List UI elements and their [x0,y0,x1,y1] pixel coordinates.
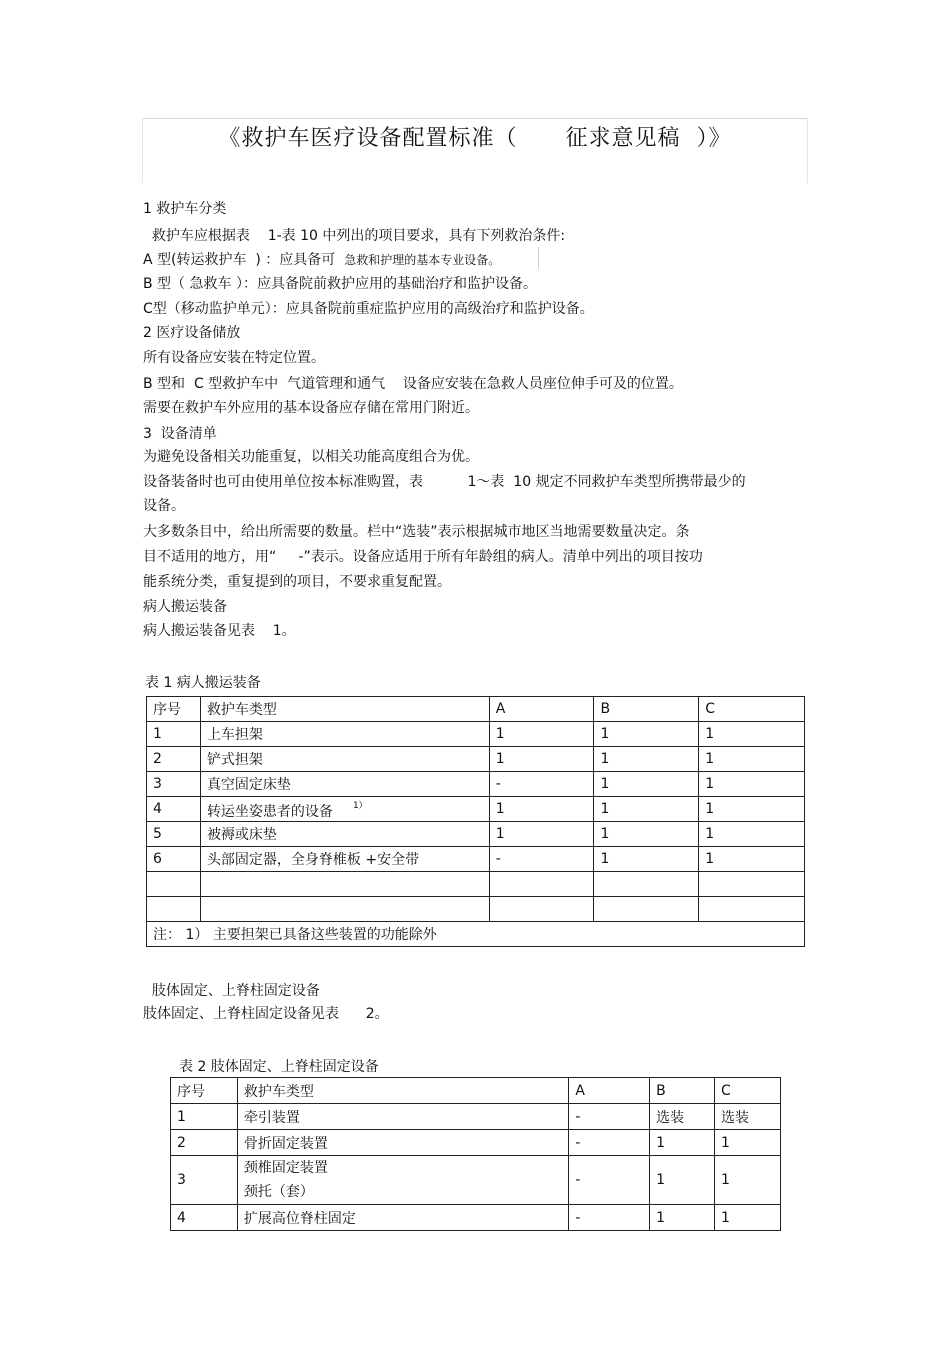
section-2-heading: 2 医疗设备储放 [143,325,241,341]
table-1-header-row [147,697,805,722]
table-cell: 铲式担架 [200,747,489,772]
table-cell: 1 [489,747,594,772]
table-cell: 1 [147,722,201,747]
title-box [142,118,808,183]
table-row [147,772,805,797]
table-cell: 2 [147,747,201,772]
table-1-note: 注： 1） 主要担架已具备这些装置的功能除外 [147,922,805,947]
table-cell: 1 [650,1205,715,1231]
table-1-note-row [147,922,805,947]
table-row [171,1104,781,1130]
table-1-caption: 表 1 病人搬运装备 [145,675,261,691]
table-cell: 1 [650,1156,715,1205]
table-cell: 1 [594,847,699,872]
table-cell: 3 [171,1156,238,1205]
empty-row [147,872,805,897]
section-4-heading: 病人搬运装备 [143,599,227,615]
section-3-heading: 3 设备清单 [143,426,217,442]
table-cell: 4 [171,1205,238,1231]
table-row [147,797,805,822]
section-3-p1: 为避免设备相关功能重复，以相关功能高度组合为优。 [143,449,479,465]
table-cell: 1 [699,847,805,872]
table-cell: 上车担架 [200,722,489,747]
table-cell: 4 [147,797,201,822]
table-cell-with-note [200,797,489,822]
header-cell: B [650,1078,715,1104]
section-5-heading: 肢体固定、上脊柱固定设备 [143,983,320,999]
type-a-line [143,251,500,269]
header-cell: 序号 [147,697,201,722]
table-cell: - [569,1104,650,1130]
table-cell: 1 [699,797,805,822]
section-5-p1: 肢体固定、上脊柱固定设备见表 2。 [143,1006,389,1022]
table-cell: 1 [715,1130,781,1156]
table-row [147,747,805,772]
table-cell: 真空固定床垫 [200,772,489,797]
table-cell: 6 [147,847,201,872]
table-cell: 1 [594,772,699,797]
table-cell-two-line [237,1156,568,1205]
section-1-heading: 1 救护车分类 [143,201,227,217]
table-cell: 1 [594,822,699,847]
header-cell: C [699,697,805,722]
table-cell: 1 [489,722,594,747]
table-row [171,1156,781,1205]
table-cell: - [569,1205,650,1231]
header-cell: A [569,1078,650,1104]
type-c-line: C型（移动监护单元）：应具备院前重症监护应用的高级治疗和监护设备。 [143,301,594,317]
type-a-small: 急救和护理的基本专业设备。 [344,253,501,267]
header-cell: C [715,1078,781,1104]
table-row [147,847,805,872]
table-cell: 1 [489,822,594,847]
table-cell: - [489,847,594,872]
section-4-p1: 病人搬运装备见表 1。 [143,623,296,639]
header-cell: 序号 [171,1078,238,1104]
section-3-p3c: 能系统分类，重复提到的项目，不要求重复配置。 [143,574,451,590]
table-cell: 1 [699,772,805,797]
type-b-line: B 型（ 急救车 ）：应具备院前救护应用的基础治疗和监护设备。 [143,276,537,292]
table-row [147,722,805,747]
table-cell: - [569,1156,650,1205]
table-cell: 1 [715,1205,781,1231]
section-3-p3b: 目不适用的地方，用“ -”表示。设备应适用于所有年龄组的病人。清单中列出的项目按功 [143,549,703,565]
header-cell: 救护车类型 [200,697,489,722]
section-2-p1: 所有设备应安装在特定位置。 [143,350,325,366]
table-cell: - [569,1130,650,1156]
table-cell: 1 [594,797,699,822]
section-3-p2a: 设备装备时也可由使用单位按本标准购置，表 1～表 10 规定不同救护车类型所携带最少的 [143,474,746,490]
table-row [147,822,805,847]
table-2-caption: 表 2 肢体固定、上脊柱固定设备 [179,1059,379,1075]
table-cell: 牵引装置 [237,1104,568,1130]
table-cell: 1 [594,747,699,772]
table-cell: 2 [171,1130,238,1156]
table-cell: 扩展高位脊柱固定 [237,1205,568,1231]
section-2-p2: B 型和 C 型救护车中 气道管理和通气 设备应安装在急救人员座位伸手可及的位置。 [143,376,683,392]
table-2-header-row [171,1078,781,1104]
table-cell: 1 [489,797,594,822]
table-cell: 1 [650,1130,715,1156]
table-row [171,1130,781,1156]
type-a-main: A 型(转运救护车 ) ：应具备可 [143,252,345,268]
table-cell: 1 [699,747,805,772]
table-1 [146,696,805,947]
header-cell: A [489,697,594,722]
footnote-marker: 1） [352,800,368,811]
table-cell: 被褥或床垫 [200,822,489,847]
table-cell: 5 [147,822,201,847]
section-1-intro: 救护车应根据表 1-表 10 中列出的项目要求，具有下列救治条件: [143,228,566,244]
table-cell: 头部固定器，全身脊椎板 +安全带 [200,847,489,872]
table-cell: 1 [594,722,699,747]
table-cell: 1 [699,722,805,747]
table-cell: - [489,772,594,797]
table-cell: 1 [171,1104,238,1130]
table-row [171,1205,781,1231]
empty-row [147,897,805,922]
table-cell: 选装 [715,1104,781,1130]
table-cell: 选装 [650,1104,715,1130]
document-title: 《救护车医疗设备配置标准（ 征求意见稿 ）》 [218,126,732,151]
table-cell: 3 [147,772,201,797]
section-2-p3: 需要在救护车外应用的基本设备应存储在常用门附近。 [143,400,479,416]
table-cell-text: 颈托（套） [243,1184,314,1200]
section-3-p2b: 设备。 [143,498,185,514]
table-cell-text: 转运坐姿患者的设备 [206,803,333,820]
table-cell: 1 [715,1156,781,1205]
separator-line [538,247,539,269]
section-3-p3a: 大多数条目中，给出所需要的数量。栏中“选装”表示根据城市地区当地需要数量决定。条 [143,524,690,540]
header-cell: B [594,697,699,722]
table-cell: 1 [699,822,805,847]
table-cell-text: 颈椎固定装置 [243,1160,328,1176]
header-cell: 救护车类型 [237,1078,568,1104]
table-2 [170,1077,781,1231]
table-cell: 骨折固定装置 [237,1130,568,1156]
